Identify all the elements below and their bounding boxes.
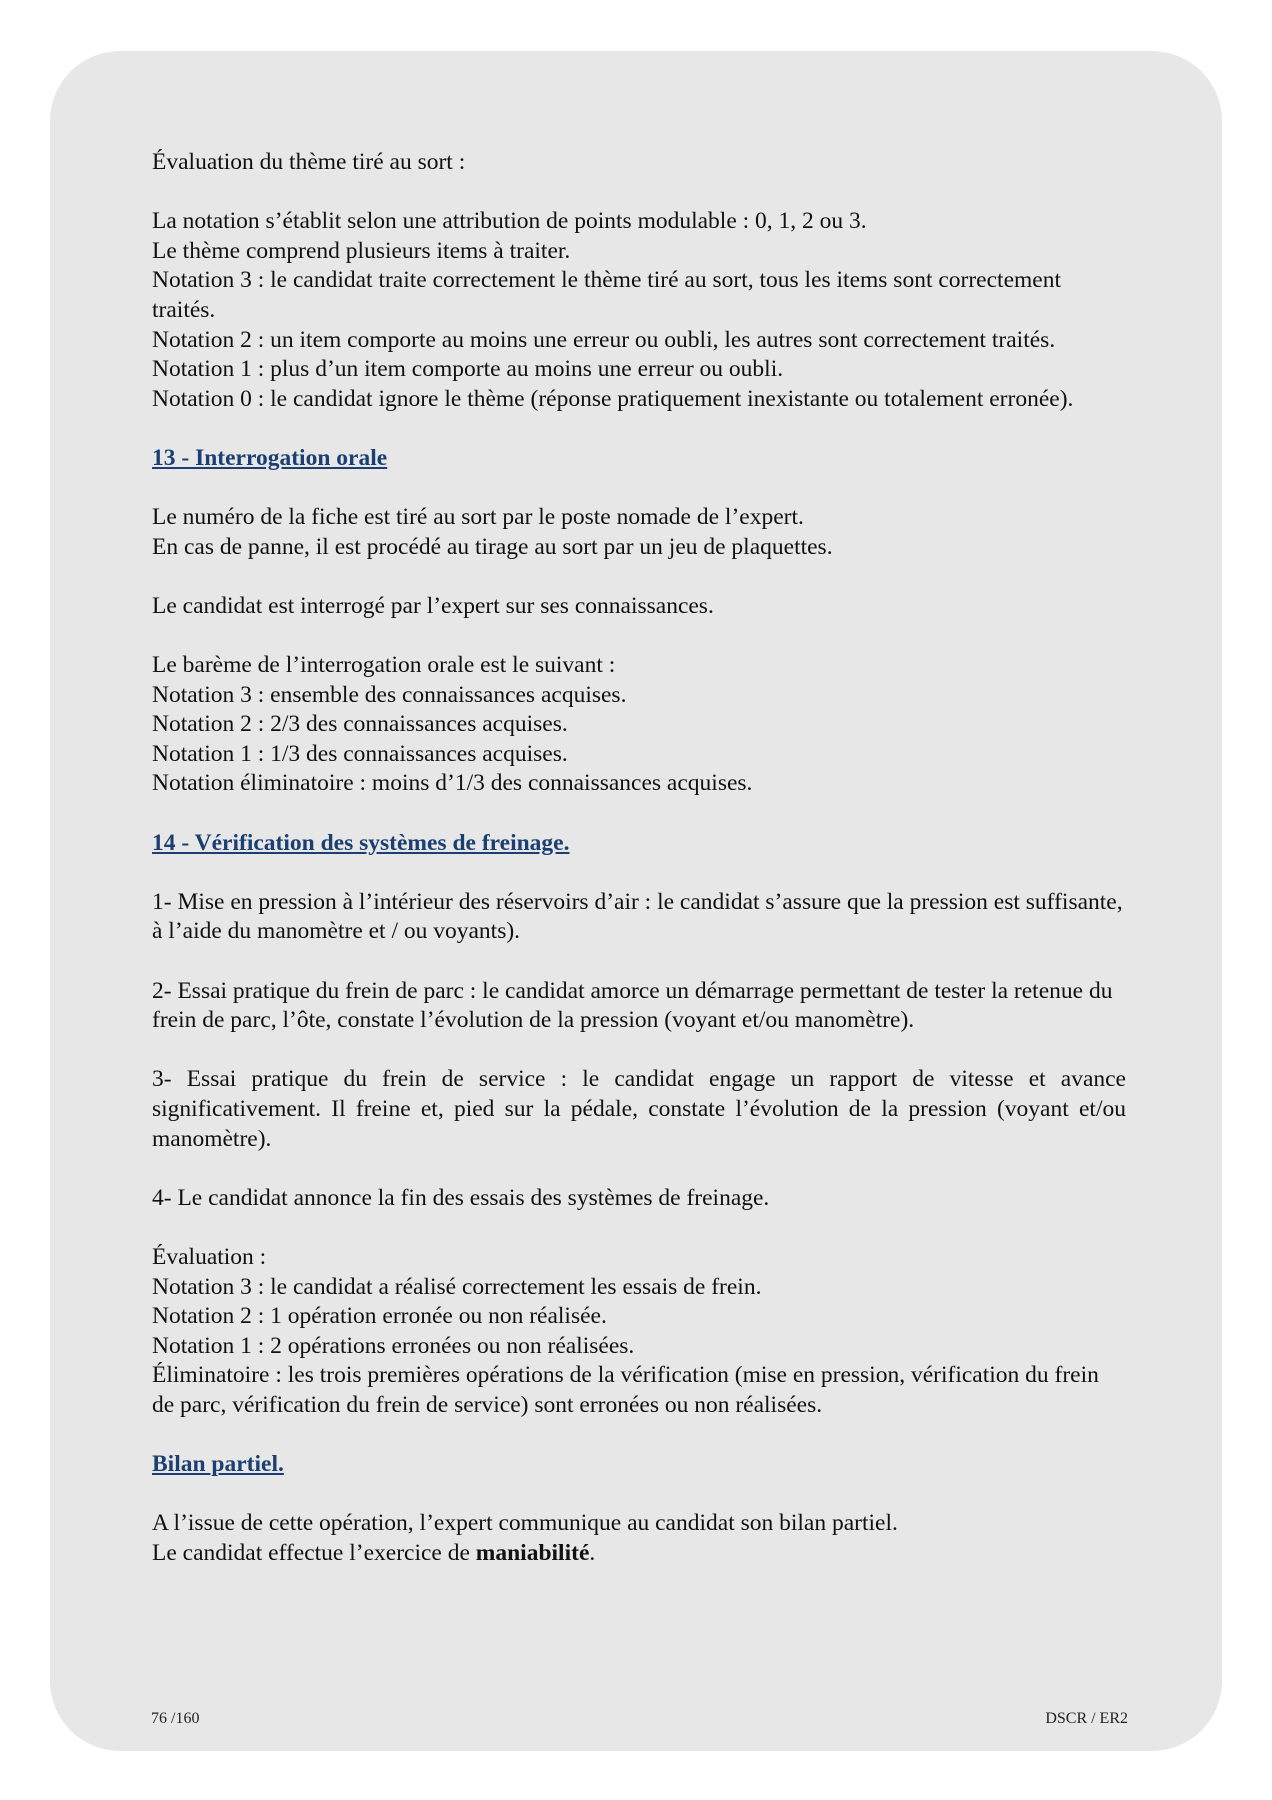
theme-items: Le thème comprend plusieurs items à traiter. [152,237,571,264]
bilan-line-2-suffix: . [589,1539,596,1566]
brake-step-4: 4- Le candidat annonce la fin des essais des systèmes de freinage. [152,1184,770,1211]
document-body [152,148,1126,1569]
brake-notation-1: Notation 1 : 2 opérations erronées ou non réalisées. [152,1332,635,1359]
brake-notation-2: Notation 2 : 1 opération erronée ou non réalisée. [152,1303,607,1330]
oral-notation-3: Notation 3 : ensemble des connaissances acquises. [152,681,627,708]
notation-2-theme: Notation 2 : un item comporte au moins une erreur ou oubli, les autres sont correctement traités. [152,326,1056,353]
brake-step-3: 3- Essai pratique du frein de service : le candidat engage un rapport de vitesse et avance significativement. Il freine et, pied sur la pédale, constate l’évolution de la pression (voyant et/ou manomètre). [152,1066,1126,1152]
bilan-line-2 [152,1539,1126,1569]
notation-0-theme: Notation 0 : le candidat ignore le thème (réponse pratiquement inexistante ou totalement erronée). [152,385,1074,412]
bilan-line-2-prefix: Le candidat effectue l’exercice de [152,1539,476,1566]
evaluation-theme-title: Évaluation du thème tiré au sort : [152,149,466,175]
fiche-draw: Le numéro de la fiche est tiré au sort par le poste nomade de l’expert. [152,504,804,531]
section-14-heading: 14 - Vérification des systèmes de freinage. [152,829,570,856]
oral-notation-elim: Notation éliminatoire : moins d’1/3 des connaissances acquises. [152,770,753,797]
oral-question: Le candidat est interrogé par l’expert sur ses connaissances. [152,592,714,619]
brake-evaluation-title: Évaluation : [152,1243,267,1270]
brake-step-1: 1- Mise en pression à l’intérieur des réservoirs d’air : le candidat s’assure que la pression est suffisante, à l’aide du manomètre et / ou voyants). [152,888,1123,945]
notation-1-theme: Notation 1 : plus d’un item comporte au moins une erreur ou oubli. [152,356,784,383]
notation-intro: La notation s’établit selon une attribution de points modulable : 0, 1, 2 ou 3. [152,208,867,235]
document-reference: DSCR / ER2 [1045,1710,1128,1727]
brake-step-2: 2- Essai pratique du frein de parc : le candidat amorce un démarrage permettant de tester la retenue du frein de parc, l’ôte, constate l’évolution de la pression (voyant et/ou manomètre). [152,977,1113,1034]
section-13-heading: 13 - Interrogation orale [152,444,388,471]
oral-notation-2: Notation 2 : 2/3 des connaissances acquises. [152,711,568,738]
brake-eliminatoire: Éliminatoire : les trois premières opérations de la vérification (mise en pression, vérification du frein de parc, vérification du frein de service) sont erronées ou non réalisées. [152,1362,1099,1418]
oral-bareme: Le barème de l’interrogation orale est le suivant : [152,652,616,679]
bilan-line-1: A l’issue de cette opération, l’expert communique au candidat son bilan partiel. [152,1510,898,1537]
bilan-heading: Bilan partiel. [152,1451,284,1478]
oral-notation-1: Notation 1 : 1/3 des connaissances acquises. [152,740,568,767]
brake-notation-3: Notation 3 : le candidat a réalisé correctement les essais de frein. [152,1273,762,1300]
page-number: 76 /160 [151,1710,200,1727]
notation-3-theme: Notation 3 : le candidat traite correctement le thème tiré au sort, tous les items sont correctement traités. [152,267,1061,323]
maniabilite-bold: maniabilité [475,1539,590,1566]
panne-draw: En cas de panne, il est procédé au tirage au sort par un jeu de plaquettes. [152,533,833,560]
